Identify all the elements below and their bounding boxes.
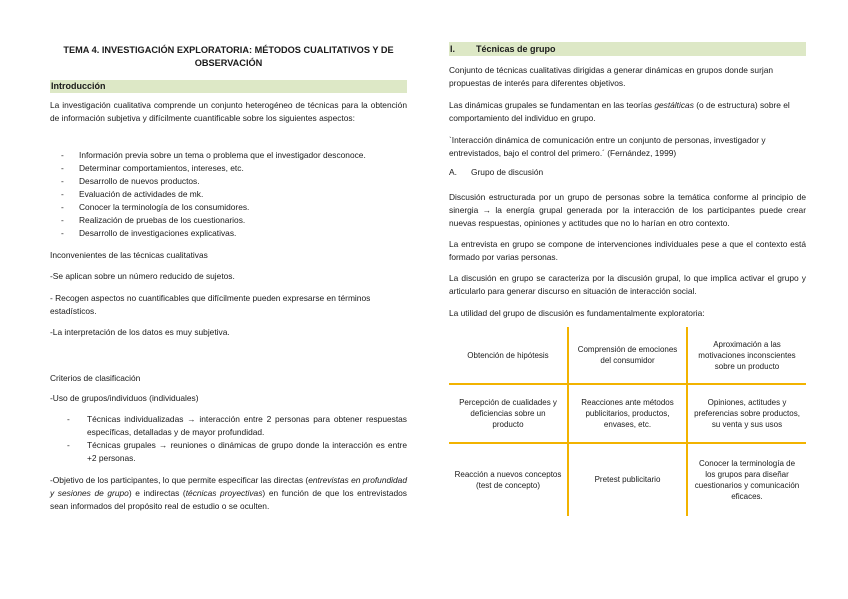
page-title: TEMA 4. INVESTIGACIÓN EXPLORATORIA: MÉTODOS CUALITATIVOS Y DE OBSERVACIÓN	[63, 45, 394, 68]
table-cell: Reacciones ante métodos publicitarios, productos, envases, etc.	[568, 384, 687, 443]
objetivo-text: -Objetivo de los participantes, lo que permite especificar las directas (entrevistas en profundidad y sesiones de grupo) e indirectas (técnicas proyectivas) en función de que los entrevistados sean informados del propósito real de estudio o se oculten.	[50, 475, 407, 511]
table-row	[449, 443, 806, 517]
inconveniente-item: -Se aplican sobre un número reducido de sujetos.	[50, 271, 235, 281]
table-cell: Opiniones, actitudes y preferencias sobre productos, su venta y sus usos	[687, 384, 806, 443]
paragraph: Las dinámicas grupales se fundamentan en las teorías gestálticas (o de estructura) sobre el comportamiento del individuo en grupo.	[449, 100, 790, 123]
table-cell: Obtención de hipótesis	[449, 327, 568, 384]
paragraph: Conjunto de técnicas cualitativas dirigidas a generar dinámicas en grupos donde surjan propuestas de interés para diferentes objetivos.	[449, 65, 774, 88]
table-cell: Aproximación a las motivaciones inconscientes sobre un producto	[687, 327, 806, 384]
table-row	[449, 327, 806, 384]
inconveniente-item: -La interpretación de los datos es muy subjetiva.	[50, 327, 230, 337]
paragraph: La discusión en grupo se caracteriza por la discusión grupal, lo que implica activar el grupo y articularlo para generar discurso en situación de interacción social.	[449, 273, 806, 296]
section-title: Técnicas de grupo	[476, 44, 556, 54]
uso-heading: -Uso de grupos/individuos (individuales)	[50, 393, 199, 403]
table-cell: Reacción a nuevos conceptos (test de concepto)	[449, 443, 568, 517]
table-cell: Pretest publicitario	[568, 443, 687, 517]
quote: `Interacción dinámica de comunicación entre un conjunto de personas, investigador y entrevistados, bajo el control del primero.´ (Fernández, 1999)	[449, 135, 766, 158]
uso-list	[50, 413, 407, 465]
list-item: - Desarrollo de investigaciones explicativas.	[50, 227, 407, 240]
section-heading	[449, 42, 806, 56]
subsection-heading	[449, 166, 543, 179]
section-number: I.	[450, 44, 456, 54]
table-cell: Conocer la terminología de los grupos para diseñar cuestionarios y comunicación eficaces.	[687, 443, 806, 517]
intro-text: La investigación cualitativa comprende un conjunto heterogéneo de técnicas para la obtención de información subjetiva y difícilmente cuantificable sobre los siguientes aspectos:	[50, 100, 407, 123]
inconvenientes-heading: Inconvenientes de las técnicas cualitativas	[50, 250, 208, 260]
list-item: - Realización de pruebas de los cuestionarios.	[50, 214, 407, 227]
paragraph: La utilidad del grupo de discusión es fundamentalmente exploratoria:	[449, 308, 705, 318]
table-cell: Percepción de cualidades y deficiencias sobre un producto	[449, 384, 568, 443]
list-item: - Técnicas individualizadas → interacción entre 2 personas para obtener respuestas específicas, detalladas y de mayor profundidad.	[50, 413, 407, 439]
list-item: - Información previa sobre un tema o problema que el investigador desconoce.	[50, 149, 407, 162]
table-row	[449, 384, 806, 443]
list-item: - Conocer la terminología de los consumidores.	[50, 201, 407, 214]
subsection-title: Grupo de discusión	[471, 167, 544, 177]
utility-table	[449, 327, 806, 516]
list-item: - Desarrollo de nuevos productos.	[50, 175, 407, 188]
list-item: - Técnicas grupales → reuniones o dinámicas de grupo donde la interacción es entre +2 personas.	[50, 439, 407, 465]
intro-heading: Introducción	[50, 80, 407, 93]
list-item: - Determinar comportamientos, intereses, etc.	[50, 162, 407, 175]
paragraph: La entrevista en grupo se compone de intervenciones individuales pese a que el contexto está formado por varias personas.	[449, 239, 806, 262]
criterios-heading: Criterios de clasificación	[50, 373, 141, 383]
table-cell: Comprensión de emociones del consumidor	[568, 327, 687, 384]
subsection-number: A.	[449, 167, 457, 177]
list-item: - Evaluación de actividades de mk.	[50, 188, 407, 201]
paragraph: Discusión estructurada por un grupo de personas sobre la temática conforme al principio de sinergia → la energía grupal generada por la interacción de los participantes puede crear nuevas respuestas, opiniones y actitudes que no lo harían en otro contexto.	[449, 192, 806, 228]
aspects-list	[50, 149, 407, 240]
inconveniente-item: - Recogen aspectos no cuantificables que difícilmente pueden expresarse en términos estadísticos.	[50, 293, 371, 316]
